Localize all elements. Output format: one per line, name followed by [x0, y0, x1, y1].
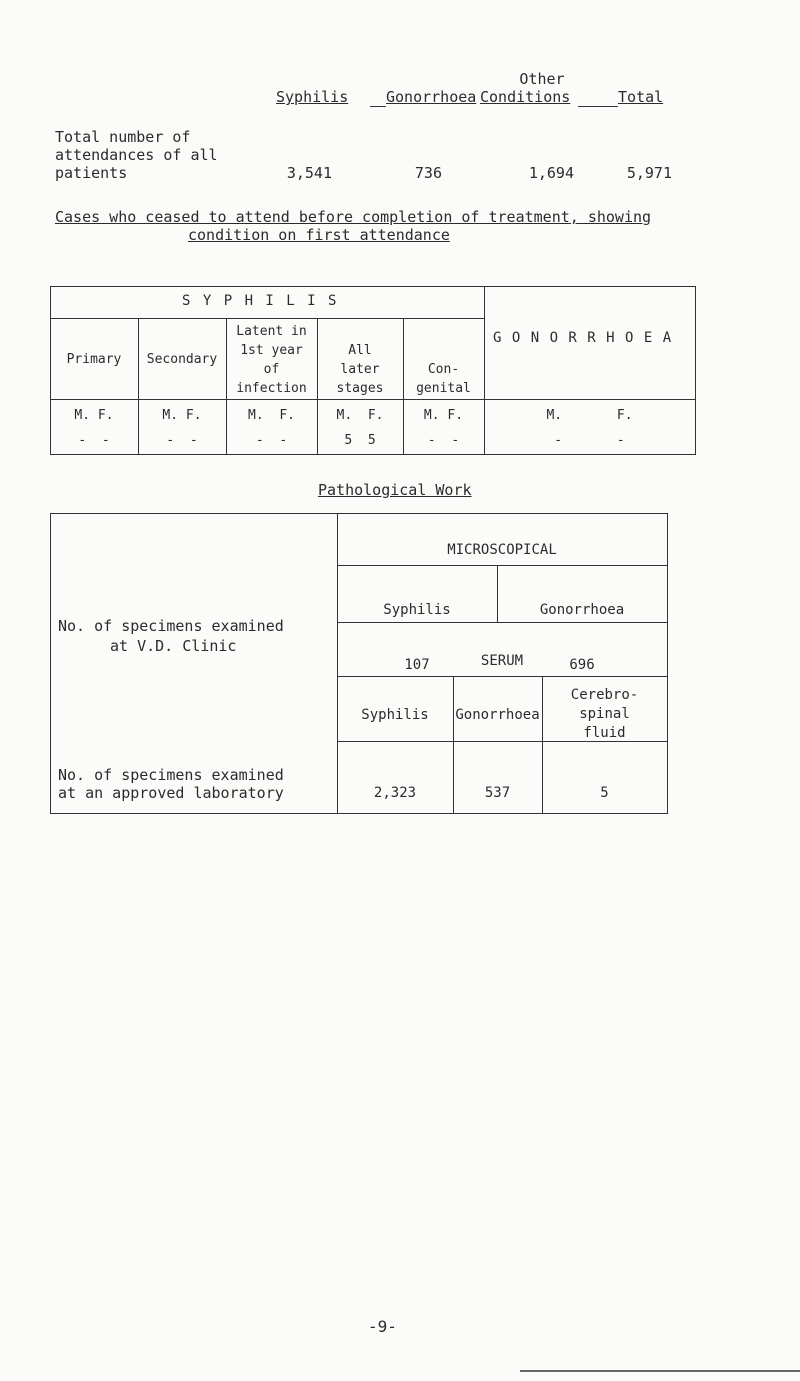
later-values: 5 5 — [344, 433, 376, 448]
vd-label-line-1: No. of specimens examined — [58, 617, 284, 635]
row-label-line-3: patients — [55, 164, 128, 182]
row-label-line-1: Total number of — [55, 128, 191, 146]
header-syphilis: Syphilis — [276, 88, 349, 106]
vd-gonorrhoea-value: 696 — [569, 657, 595, 673]
row-label-line-2: attendances of all — [55, 146, 218, 164]
pathological-title: Pathological Work — [318, 481, 472, 499]
header-rule-2 — [578, 106, 618, 107]
col-latent-2: 1st year — [240, 343, 303, 358]
value-other: 1,694 — [528, 164, 574, 182]
secondary-values: - - — [166, 433, 198, 448]
lab-syphilis-value: 2,323 — [373, 785, 417, 801]
lab-label-line-1: No. of specimens examined — [58, 766, 284, 784]
lab-label-line-2: at an approved laboratory — [58, 784, 284, 802]
col-later-3: stages — [336, 381, 384, 396]
gonorrhoea-mf: M. F. — [546, 408, 633, 423]
page-number: -9- — [368, 1317, 397, 1336]
header-rule-1 — [370, 106, 386, 107]
latent-mf: M. F. — [248, 408, 295, 423]
primary-mf: M. F. — [74, 408, 114, 423]
lab-gonorrhoea-value: 537 — [484, 785, 511, 801]
lab-csf-value: 5 — [600, 785, 609, 801]
congenital-mf: M. F. — [423, 408, 464, 423]
serum-csf-header-2: spinal — [579, 706, 630, 722]
later-mf: M. F. — [336, 408, 384, 423]
serum-gonorrhoea-header: Gonorrhoea — [455, 707, 540, 723]
secondary-mf: M. F. — [162, 408, 202, 423]
col-latent-4: infection — [236, 381, 307, 396]
serum-csf-header-1: Cerebro- — [570, 687, 639, 703]
col-later-2: later — [340, 362, 380, 377]
header-gonorrhoea: Gonorrhoea — [386, 88, 477, 106]
gonorrhoea-header: G O N O R R H O E A — [493, 330, 673, 346]
serum-syphilis-header: Syphilis — [361, 707, 429, 723]
micro-gonorrhoea-header: Gonorrhoea — [539, 602, 625, 618]
serum-csf-header-3: fluid — [583, 725, 626, 741]
ceased-title-line-1: Cases who ceased to attend before completion of treatment, showing — [55, 208, 652, 226]
micro-syphilis-header: Syphilis — [383, 602, 451, 618]
header-other: Other — [519, 70, 565, 88]
col-latent-3: of — [263, 362, 280, 377]
col-congenital-2: genital — [416, 381, 471, 396]
gonorrhoea-values: - - — [554, 433, 625, 448]
microscopical-header: MICROSCOPICAL — [447, 542, 557, 558]
value-gonorrhoea: 736 — [414, 164, 442, 182]
col-congenital-1: Con- — [427, 362, 460, 377]
header-total: Total — [618, 88, 664, 106]
col-later-1: All — [348, 343, 372, 358]
value-syphilis: 3,541 — [286, 164, 332, 182]
congenital-values: - - — [427, 433, 460, 448]
col-secondary: Secondary — [146, 352, 218, 367]
bottom-edge-rule — [520, 1370, 800, 1372]
serum-header: SERUM — [480, 653, 524, 669]
col-primary: Primary — [66, 352, 122, 367]
vd-syphilis-value: 107 — [404, 657, 430, 673]
syphilis-header: S Y P H I L I S — [182, 293, 339, 309]
primary-values: - - — [78, 433, 110, 448]
latent-values: - - — [255, 433, 288, 448]
value-total: 5,971 — [626, 164, 672, 182]
header-conditions: Conditions — [480, 88, 571, 106]
vd-label-line-2: at V.D. Clinic — [110, 637, 237, 655]
col-latent-1: Latent in — [236, 324, 307, 339]
ceased-title-line-2: condition on first attendance — [188, 226, 450, 244]
